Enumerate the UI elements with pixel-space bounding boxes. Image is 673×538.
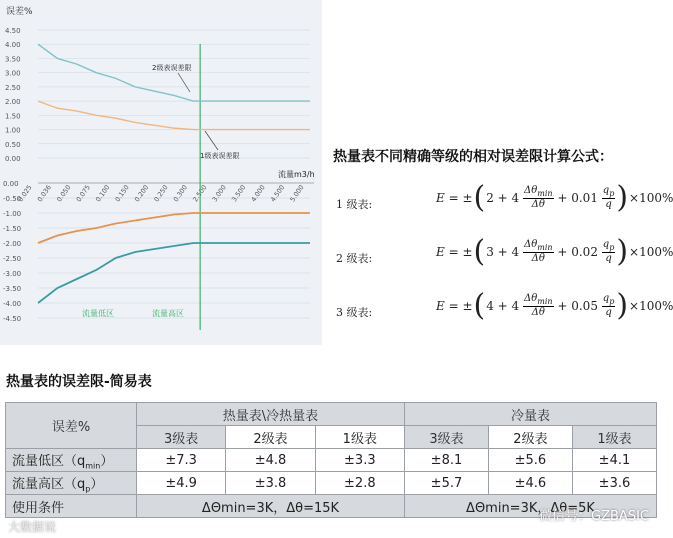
row-low-label: 流量低区$(q_{min})$: [6, 449, 137, 472]
formula-expression: E = ± ( 2 + 4 $\Delta\theta_{min}$ Δθ + 0.01 $q_p$ q ) ×100%: [436, 180, 673, 215]
y-tick-label: -4.00: [3, 300, 22, 308]
table-cell: ±7.3: [137, 449, 226, 472]
x-tick-label: 0.036: [35, 183, 54, 204]
formula-title: 热量表不同精确等级的相对误差限计算公式：: [333, 149, 613, 165]
y-tick-label: -0.50: [3, 195, 22, 203]
coef-a: 2: [486, 190, 494, 205]
x-tick-label: 4.000: [249, 183, 267, 204]
x-tick-label: 3.500: [230, 183, 248, 204]
table-cell: ±3.6: [572, 472, 656, 495]
formula-row: [336, 180, 673, 226]
coef-a: 4: [486, 298, 494, 313]
y-tick-label: 4.50: [5, 27, 21, 35]
row-high-label: 流量高区$(q_p)$: [6, 472, 137, 495]
table-cell: ±2.8: [315, 472, 404, 495]
annotation-leader: [178, 73, 190, 92]
y-tick-label: 0.50: [5, 140, 21, 149]
condition-heat: ΔΘmin=3K，Δθ=15K: [137, 495, 405, 518]
table-cell: ±4.8: [226, 449, 315, 472]
x-tick-label: 0.050: [55, 183, 73, 204]
x-tick-label: 2.500: [191, 183, 209, 204]
y-tick-label: 1.50: [5, 112, 21, 121]
coef-b: 0.01: [571, 190, 598, 205]
y-tick-label: 3.00: [5, 69, 21, 78]
x-tick-label: 0.300: [171, 183, 190, 204]
formula-row: [336, 234, 673, 280]
y-tick-label: -2.50: [3, 255, 22, 263]
error-limit-table: [5, 402, 657, 518]
grade-header: 2级表: [488, 426, 572, 449]
grade-header: 1级表: [572, 426, 656, 449]
y-tick-label: -3.00: [3, 270, 22, 278]
coef-b: 0.05: [571, 298, 598, 313]
grade-header: 2级表: [226, 426, 315, 449]
table-corner: 误差%: [6, 403, 137, 449]
x-axis-label: 流量m3/h: [278, 170, 315, 179]
annotation-grade1: 1级表误差限: [200, 152, 240, 160]
error-limit-chart-panel: [0, 0, 322, 345]
table-cell: ±5.6: [488, 449, 572, 472]
formula-expression: E = ± ( 4 + 4 $\Delta\theta_{min}$ Δθ + 0.05 $q_p$ q ) ×100%: [436, 288, 673, 323]
x-tick-label: 5.000: [288, 183, 306, 204]
formula-row: [336, 288, 673, 334]
left-watermark: 大数据说: [8, 520, 57, 534]
table-title: 热量表的误差限-简易表: [6, 374, 152, 390]
formula-expression: E = ± ( 3 + 4 $\Delta\theta_{min}$ Δθ + 0.02 $q_p$ q ) ×100%: [436, 234, 673, 269]
wechat-watermark: 微信号：GZBASIC: [539, 509, 649, 524]
y-tick-label: 2.00: [5, 98, 21, 107]
grade-header: 1级表: [315, 426, 404, 449]
table-row-high: [6, 472, 657, 495]
region-low-label: 流量低区: [82, 309, 114, 318]
table-row-low: [6, 449, 657, 472]
x-tick-label: 4.500: [268, 183, 287, 204]
grade-header: 3级表: [404, 426, 488, 449]
table-cell: ±4.9: [137, 472, 226, 495]
table-cell: ±5.7: [404, 472, 488, 495]
annotation-leader: [205, 131, 218, 150]
formula-label: 2 级表:: [336, 252, 373, 265]
table-cell: ±4.6: [488, 472, 572, 495]
grade-header: 3级表: [137, 426, 226, 449]
coef-b: 0.02: [571, 244, 598, 259]
table-cell: ±8.1: [404, 449, 488, 472]
x-tick-label: 0.250: [152, 183, 170, 204]
error-limit-chart: [0, 0, 322, 345]
x-tick-label: 0.100: [94, 183, 112, 204]
x-tick-label: 0.200: [132, 183, 151, 204]
group-heat-header: 热量表\冷热量表: [137, 403, 405, 426]
table-header-row: [6, 403, 657, 426]
x-tick-label: 0.075: [74, 183, 92, 204]
y-tick-label: -1.00: [3, 210, 22, 218]
group-cold-header: 冷量表: [404, 403, 656, 426]
annotation-grade2: 2级表误差限: [152, 64, 192, 72]
y-tick-label: 0.00: [5, 155, 21, 163]
table-cell: ±3.3: [315, 449, 404, 472]
y-tick-label: -2.00: [3, 240, 22, 248]
table-cell: ±3.8: [226, 472, 315, 495]
x-tick-label: 0.150: [113, 183, 131, 204]
y-axis-label: 误差%: [6, 7, 33, 17]
condition-cold: ΔΘmin=3K，Δθ=5K: [404, 495, 656, 518]
y-tick-label: 1.00: [5, 126, 21, 135]
x-tick-label: 3.000: [210, 183, 228, 204]
x-tick-label: 0.025: [16, 183, 34, 204]
y-tick-label: 2.50: [5, 83, 21, 92]
region-high-label: 流量高区: [152, 309, 184, 318]
coef-a: 3: [486, 244, 494, 259]
y-tick-label: -1.50: [3, 225, 22, 233]
y-tick-label: 0.00: [3, 180, 19, 188]
y-tick-label: -3.50: [3, 285, 22, 293]
row-condition-label: 使用条件: [6, 495, 137, 518]
table-cell: ±4.1: [572, 449, 656, 472]
y-tick-label: 3.50: [5, 55, 21, 64]
formula-label: 1 级表:: [336, 198, 373, 211]
formula-label: 3 级表:: [336, 306, 373, 319]
y-tick-label: -4.50: [3, 315, 22, 323]
y-tick-label: 4.00: [5, 41, 21, 50]
